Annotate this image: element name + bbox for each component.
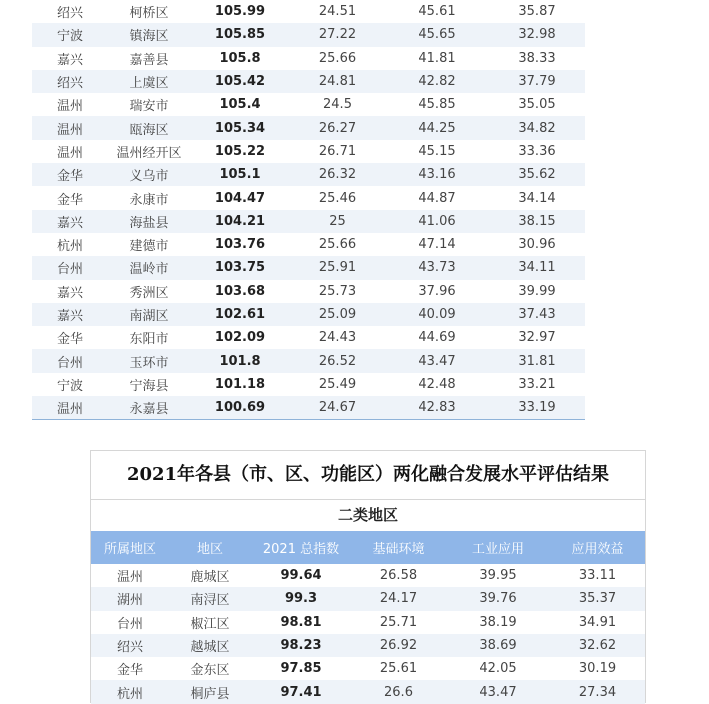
total-index-cell: 105.22 xyxy=(214,143,266,159)
region-cell: 绍兴 xyxy=(56,6,83,22)
benefit-cell: 32.62 xyxy=(550,634,645,657)
industrial-cell: 37.96 xyxy=(418,283,456,299)
region-cell: 金华 xyxy=(56,332,83,348)
infrastructure-cell: 26.58 xyxy=(379,568,418,584)
table-row xyxy=(91,680,645,703)
region-cell: 湖州 xyxy=(91,587,169,610)
table-row xyxy=(32,396,585,420)
table-row xyxy=(91,611,645,634)
table-row xyxy=(32,280,585,303)
region-cell: 嘉兴 xyxy=(32,303,108,326)
infrastructure-cell: 24.67 xyxy=(290,396,385,420)
total-index-cell: 101.8 xyxy=(190,349,290,372)
district-cell: 越城区 xyxy=(169,634,251,657)
industrial-cell: 41.06 xyxy=(385,210,489,233)
header-infrastructure: 基础环境 xyxy=(351,531,446,564)
infrastructure-cell: 26.71 xyxy=(318,143,357,159)
district-cell: 建德市 xyxy=(129,239,169,255)
district-cell: 桐庐县 xyxy=(169,680,251,703)
infrastructure-cell: 25 xyxy=(290,210,385,233)
total-index-cell: 105.1 xyxy=(190,163,290,186)
infrastructure-cell: 27.22 xyxy=(290,23,385,46)
benefit-cell: 30.19 xyxy=(578,661,617,677)
table-row xyxy=(32,163,585,186)
total-index-cell: 104.47 xyxy=(214,190,266,206)
table-row xyxy=(32,93,585,116)
region-cell: 金华 xyxy=(32,163,108,186)
industrial-cell: 42.05 xyxy=(479,661,517,677)
benefit-cell: 34.14 xyxy=(518,190,556,206)
benefit-cell: 30.96 xyxy=(518,237,556,253)
table-row xyxy=(32,140,585,163)
total-index-cell: 98.23 xyxy=(251,634,351,657)
header-application-benefit: 应用效益 xyxy=(550,531,645,564)
industrial-cell: 43.47 xyxy=(385,349,489,372)
total-index-cell: 105.8 xyxy=(219,50,261,66)
benefit-cell: 31.81 xyxy=(489,349,585,372)
industrial-cell: 42.82 xyxy=(385,70,489,93)
table-row xyxy=(91,657,645,680)
district-cell: 南湖区 xyxy=(108,303,190,326)
benefit-cell: 35.87 xyxy=(518,4,556,20)
industrial-cell: 44.25 xyxy=(385,116,489,139)
total-index-cell: 105.85 xyxy=(190,23,290,46)
table-row xyxy=(32,23,585,46)
total-index-cell: 103.76 xyxy=(214,237,266,253)
bottom-table-body xyxy=(91,564,645,704)
benefit-cell: 34.91 xyxy=(578,614,617,630)
industrial-cell: 39.76 xyxy=(446,587,550,610)
region-cell: 温州 xyxy=(32,396,108,420)
benefit-cell: 33.21 xyxy=(518,376,556,392)
industrial-cell: 42.48 xyxy=(418,376,456,392)
infrastructure-cell: 25.61 xyxy=(379,661,418,677)
benefit-cell: 39.99 xyxy=(518,283,556,299)
region-cell: 绍兴 xyxy=(91,634,169,657)
industrial-cell: 38.69 xyxy=(446,634,550,657)
industrial-cell: 45.15 xyxy=(418,143,456,159)
table-row xyxy=(91,587,645,610)
panel-title: 2021年各县（市、区、功能区）两化融合发展水平评估结果 xyxy=(91,451,645,500)
infrastructure-cell: 25.71 xyxy=(379,614,418,630)
industrial-cell: 40.09 xyxy=(385,303,489,326)
region-cell: 金华 xyxy=(56,192,83,208)
total-index-cell: 99.64 xyxy=(280,568,322,584)
total-index-cell: 103.68 xyxy=(214,283,266,299)
results-panel xyxy=(90,450,646,703)
total-index-cell: 100.69 xyxy=(190,396,290,420)
district-cell: 宁海县 xyxy=(129,378,169,394)
infrastructure-cell: 25.66 xyxy=(318,50,357,66)
district-cell: 温岭市 xyxy=(108,256,190,279)
district-cell: 上虞区 xyxy=(108,70,190,93)
region-cell: 温州 xyxy=(32,116,108,139)
benefit-cell: 32.98 xyxy=(489,23,585,46)
industrial-cell: 45.65 xyxy=(385,23,489,46)
table-row xyxy=(91,634,645,657)
district-cell: 永康市 xyxy=(129,192,169,208)
infrastructure-cell: 24.43 xyxy=(318,330,357,346)
table-row xyxy=(32,0,585,23)
district-cell: 温州经开区 xyxy=(116,145,182,161)
district-cell: 瓯海区 xyxy=(108,116,190,139)
infrastructure-cell: 25.73 xyxy=(318,283,357,299)
header-district: 地区 xyxy=(169,531,251,564)
region-cell: 宁波 xyxy=(56,378,83,394)
district-cell: 玉环市 xyxy=(108,349,190,372)
industrial-cell: 43.47 xyxy=(446,680,550,703)
top-table-body xyxy=(32,0,585,420)
header-region: 所属地区 xyxy=(91,531,169,564)
benefit-cell: 32.97 xyxy=(518,330,556,346)
table-row xyxy=(32,186,585,209)
industrial-cell: 38.19 xyxy=(479,614,517,630)
infrastructure-cell: 26.27 xyxy=(290,116,385,139)
total-index-cell: 102.09 xyxy=(214,330,266,346)
industrial-cell: 43.73 xyxy=(385,256,489,279)
infrastructure-cell: 25.49 xyxy=(318,376,357,392)
region-cell: 宁波 xyxy=(32,23,108,46)
district-cell: 义乌市 xyxy=(108,163,190,186)
header-total-index: 2021 总指数 xyxy=(251,531,351,564)
region-cell: 温州 xyxy=(56,145,83,161)
district-cell: 椒江区 xyxy=(190,616,230,632)
region-cell: 杭州 xyxy=(91,680,169,703)
table-row xyxy=(32,303,585,326)
benefit-cell: 35.37 xyxy=(550,587,645,610)
total-index-cell: 98.81 xyxy=(280,614,322,630)
infrastructure-cell: 24.5 xyxy=(323,97,352,113)
industrial-cell: 41.81 xyxy=(418,50,456,66)
header-industrial-application: 工业应用 xyxy=(446,531,550,564)
table-row xyxy=(32,116,585,139)
benefit-cell: 38.33 xyxy=(518,50,556,66)
table-row xyxy=(32,210,585,233)
total-index-cell: 105.34 xyxy=(190,116,290,139)
benefit-cell: 38.15 xyxy=(489,210,585,233)
benefit-cell: 34.82 xyxy=(489,116,585,139)
industrial-cell: 44.87 xyxy=(418,190,456,206)
total-index-cell: 103.75 xyxy=(190,256,290,279)
region-cell: 金华 xyxy=(116,663,143,679)
bottom-results-table xyxy=(91,531,645,704)
total-index-cell: 97.85 xyxy=(280,661,322,677)
table-row xyxy=(32,256,585,279)
district-cell: 东阳市 xyxy=(129,332,169,348)
district-cell: 海盐县 xyxy=(108,210,190,233)
benefit-cell: 37.79 xyxy=(489,70,585,93)
infrastructure-cell: 26.6 xyxy=(351,680,446,703)
industrial-cell: 45.85 xyxy=(418,97,456,113)
top-results-table xyxy=(32,0,585,420)
total-index-cell: 97.41 xyxy=(251,680,351,703)
district-cell: 嘉善县 xyxy=(129,52,169,68)
infrastructure-cell: 25.66 xyxy=(318,237,357,253)
infrastructure-cell: 25.09 xyxy=(290,303,385,326)
district-cell: 金东区 xyxy=(190,663,230,679)
total-index-cell: 104.21 xyxy=(190,210,290,233)
region-cell: 台州 xyxy=(32,256,108,279)
district-cell: 柯桥区 xyxy=(129,6,169,22)
region-cell: 杭州 xyxy=(56,239,83,255)
region-cell: 嘉兴 xyxy=(56,285,83,301)
benefit-cell: 35.05 xyxy=(518,97,556,113)
infrastructure-cell: 24.51 xyxy=(318,4,357,20)
benefit-cell: 27.34 xyxy=(550,680,645,703)
industrial-cell: 45.61 xyxy=(418,4,456,20)
infrastructure-cell: 25.91 xyxy=(290,256,385,279)
district-cell: 永嘉县 xyxy=(108,396,190,420)
district-cell: 镇海区 xyxy=(108,23,190,46)
total-index-cell: 99.3 xyxy=(251,587,351,610)
industrial-cell: 43.16 xyxy=(385,163,489,186)
district-cell: 秀洲区 xyxy=(129,285,169,301)
district-cell: 瑞安市 xyxy=(129,99,169,115)
infrastructure-cell: 26.92 xyxy=(351,634,446,657)
infrastructure-cell: 24.81 xyxy=(290,70,385,93)
table-row xyxy=(91,564,645,587)
benefit-cell: 33.11 xyxy=(578,568,617,584)
total-index-cell: 105.99 xyxy=(214,4,266,20)
region-cell: 温州 xyxy=(116,570,143,586)
total-index-cell: 105.4 xyxy=(219,97,261,113)
total-index-cell: 101.18 xyxy=(214,376,266,392)
total-index-cell: 105.42 xyxy=(190,70,290,93)
benefit-cell: 34.11 xyxy=(489,256,585,279)
panel-subtitle: 二类地区 xyxy=(337,506,398,524)
industrial-cell: 42.83 xyxy=(385,396,489,420)
benefit-cell: 35.62 xyxy=(489,163,585,186)
table-row xyxy=(32,349,585,372)
table-row xyxy=(32,326,585,349)
region-cell: 嘉兴 xyxy=(56,52,83,68)
district-cell: 鹿城区 xyxy=(190,570,230,586)
benefit-cell: 33.19 xyxy=(489,396,585,420)
table-row xyxy=(32,47,585,70)
infrastructure-cell: 26.32 xyxy=(290,163,385,186)
table-row xyxy=(32,70,585,93)
total-index-cell: 102.61 xyxy=(190,303,290,326)
infrastructure-cell: 26.52 xyxy=(290,349,385,372)
industrial-cell: 44.69 xyxy=(418,330,456,346)
industrial-cell: 47.14 xyxy=(418,237,456,253)
district-cell: 南浔区 xyxy=(169,587,251,610)
industrial-cell: 39.95 xyxy=(479,568,517,584)
region-cell: 台州 xyxy=(116,616,143,632)
table-row xyxy=(32,233,585,256)
infrastructure-cell: 24.17 xyxy=(351,587,446,610)
region-cell: 嘉兴 xyxy=(32,210,108,233)
region-cell: 温州 xyxy=(56,99,83,115)
table-header-row xyxy=(91,531,645,564)
table-row xyxy=(32,373,585,396)
region-cell: 绍兴 xyxy=(32,70,108,93)
region-cell: 台州 xyxy=(32,349,108,372)
benefit-cell: 37.43 xyxy=(489,303,585,326)
infrastructure-cell: 25.46 xyxy=(318,190,357,206)
benefit-cell: 33.36 xyxy=(518,143,556,159)
